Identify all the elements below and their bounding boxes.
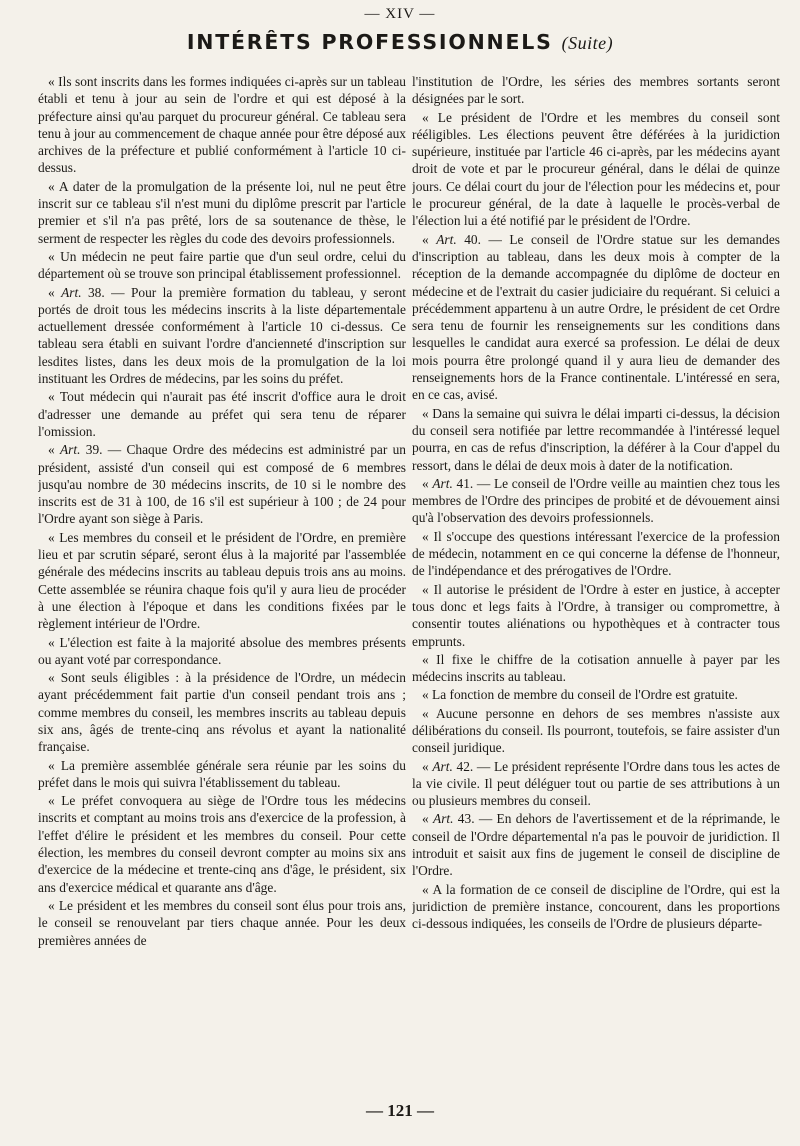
article-label: Art. xyxy=(433,811,454,827)
page-number: — 121 — xyxy=(366,1101,434,1120)
paragraph-lead: « xyxy=(422,758,433,774)
paragraph-text: 43. — En dehors de l'avertissement et de la réprimande, le conseil de l'Ordre départemental n'a pas le pouvoir de juridiction. Il introduit et saisit aux fins de jugement le conseil de discipline de l'Ordre. xyxy=(412,811,780,879)
paragraph: « A dater de la promulgation de la présente loi, nul ne peut être inscrit sur ce tableau s'il n'est muni du diplôme prescrit par l'article premier et s'il n'a pas prêté, lors de sa soutenance de thèse, le serment de respecter les règles du code des devoirs professionnels. xyxy=(38,178,406,246)
paragraph xyxy=(412,810,780,879)
paragraph-lead: « xyxy=(422,475,433,491)
article-label: Art. xyxy=(436,231,457,247)
paragraph-text: 40. — Le conseil de l'Ordre statue sur les demandes d'inscription au tableau, dans les deux mois à compter de la réception de la demande accompagnée du diplôme de docteur en médecine et de l'extrait du casier judiciaire du requérant. Si celuici a précédemment appartenu à un autre Ordre, le président de cet Ordre sera tenu de fournir les renseignements sur les conditions dans lesquelles le candidat aura exercé sa profession. Le délai de deux mois pourra être prolongé quand il y aura lieu de demander des renseignements hors de la France continentale. L'intéressé en sera, en ce cas, avisé. xyxy=(412,231,780,403)
paragraph: « L'élection est faite à la majorité absolue des membres présents ou ayant voté par correspondance. xyxy=(38,634,406,667)
paragraph xyxy=(412,758,780,810)
paragraph: « Le président et les membres du conseil sont élus pour trois ans, le conseil se renouvelant par tiers chaque année. Pour les deux premières années de xyxy=(38,897,406,948)
paragraph xyxy=(412,475,780,527)
paragraph: « Sont seuls éligibles : à la présidence de l'Ordre, un médecin ayant précédemment fait partie d'un conseil pendant trois ans ; comme membres du conseil, les membres inscrits au tableau depuis six ans, âgés de trente-cinq ans révolus et ayant la nationalité française. xyxy=(38,670,406,755)
paragraph-lead: « xyxy=(422,231,437,247)
paragraph: « Le préfet convoquera au siège de l'Ordre tous les médecins inscrits et comptant au moins trois ans d'exercice de la profession, à l'effet d'élire le président et les membres du conseil. Pour cette élection, les membres du conseil devront compter au moins six ans d'exercice de la médecine et trente-cinq ans d'âge, le président, six ans d'exercice médical et quarante ans d'âge. xyxy=(38,793,406,895)
left-column xyxy=(38,73,406,1098)
paragraph xyxy=(38,441,406,527)
paragraph: « Il s'occupe des questions intéressant l'exercice de la profession de médecin, notamment en ce qui concerne la défense de l'honneur, de l'indépendance et des prérogatives de l'Ordre. xyxy=(412,528,780,579)
paragraph-text: 42. — Le président représente l'Ordre dans tous les actes de la vie civile. Il peut déléguer tout ou partie de ses attributions à un ou plusieurs membres du conseil. xyxy=(412,758,780,809)
paragraph: l'institution de l'Ordre, les séries des membres sortants seront désignées par le sort. xyxy=(412,74,780,107)
paragraph-text: 41. — Le conseil de l'Ordre veille au maintien chez tous les membres de l'Ordre des principes de probité et de dévouement ainsi qu'à l'observation des devoirs professionnels. xyxy=(412,475,780,526)
paragraph: « Les membres du conseil et le président de l'Ordre, en première lieu et par scrutin séparé, seront élus à la majorité par l'assemblée générale des médecins inscrits au tableau depuis trois ans au moins. Cette assemblée se réunira chaque fois qu'il y aura lieu de procéder à une élection à l'époque et dans les conditions fixées par le règlement intérieur de l'Ordre. xyxy=(38,529,406,632)
page-title xyxy=(0,30,800,54)
article-label: Art. xyxy=(432,758,453,774)
paragraph xyxy=(412,231,780,404)
paragraph: « La première assemblée générale sera réunie par les soins du préfet dans le mois qui suivra l'établissement du tableau. xyxy=(38,757,406,790)
article-label: Art. xyxy=(60,442,81,458)
paragraph-text: 38. — Pour la première formation du tableau, y seront portés de droit tous les médecins inscrits à la liste départementale actuellement dressée conformément à l'article 10 ci-dessus. Ce tableau sera établi en suivant l'ordre d'ancienneté d'inscription sur lesdites listes, dans les deux mois de la promulgation de la loi instituant les Ordres de médecins, par les soins du préfet. xyxy=(38,284,406,387)
paragraph: « Un médecin ne peut faire partie que d'un seul ordre, celui du département où se trouve son principal établissement professionnel. xyxy=(38,248,406,282)
paragraph-text: 39. — Chaque Ordre des médecins est administré par un président, assisté d'un conseil qui est composé de 6 membres jusqu'au nombre de 30 médecins inscrits, de 10 si le nombre des inscrits est de 31 à 100, de 16 s'il est supérieur à 100 ; de 24 pour l'Ordre ayant son siège à Paris. xyxy=(38,442,406,527)
paragraph: « Il autorise le président de l'Ordre à ester en justice, à accepter tous donc et legs faits à l'Ordre, à transiger ou compromettre, à consentir toutes aliénations ou hypothèques et à contracter tous emprunts. xyxy=(412,581,780,649)
title-suffix: (Suite) xyxy=(561,33,614,53)
paragraph xyxy=(38,284,406,388)
article-label: Art. xyxy=(432,475,453,491)
paragraph-lead: « xyxy=(48,284,62,300)
paragraph: « Le président de l'Ordre et les membres du conseil sont rééligibles. Les élections peuvent être déférées à la juridiction supérieure, instituée par l'article 46 ci-après, par les médecins ayant droit de vote et par le procureur général, dans le délai de quinze jours. Ce délai court du jour de l'élection pour les médecins et, pour le procureur général, de la date à laquelle le procès-verbal de l'élection lui a été notifié par le président de l'Ordre. xyxy=(412,109,780,229)
paragraph-lead: « xyxy=(422,811,434,827)
paragraph: « La fonction de membre du conseil de l'Ordre est gratuite. xyxy=(422,687,738,703)
roman-page-number: — XIV — xyxy=(364,6,436,22)
title-text: INTÉRÊTS PROFESSIONNELS xyxy=(186,30,553,54)
paragraph: « Dans la semaine qui suivra le délai imparti ci-dessus, la décision du conseil sera notifiée par lettre recommandée à l'intéressé lequel pourra, en cas de refus d'inscription, la déférer à la Cour d'appel du ressort, dans le délai de deux mois à dater de la notification. xyxy=(412,405,780,473)
paragraph: « A la formation de ce conseil de discipline de l'Ordre, qui est la juridiction de première instance, concourent, dans les proportions ci-dessous indiquées, les conseils de l'Ordre de plusieurs départe- xyxy=(412,881,780,932)
paragraph: « Tout médecin qui n'aurait pas été inscrit d'office aura le droit d'adresser une demande au préfet qui sera tenu de réparer l'omission. xyxy=(38,389,406,439)
paragraph: « Aucune personne en dehors de ses membres n'assiste aux délibérations du conseil. Ils pourront, toutefois, se faire assister d'un conseil juridique. xyxy=(412,705,780,756)
right-column xyxy=(412,73,780,1098)
article-label: Art. xyxy=(61,284,82,300)
paragraph: « Ils sont inscrits dans les formes indiquées ci-après sur un tableau établi et tenu à jour au sein de l'ordre et qui est déposé à la préfecture ainsi qu'au parquet du procureur général. Ce tableau sera tenu à jour au commencement de chaque année pour être déposé aux archives de la préfecture et publié conformément à l'article 10 ci-dessus. xyxy=(38,74,406,176)
paragraph: « Il fixe le chiffre de la cotisation annuelle à payer par les médecins inscrits au tableau. xyxy=(412,651,780,685)
paragraph-lead: « xyxy=(48,442,60,458)
